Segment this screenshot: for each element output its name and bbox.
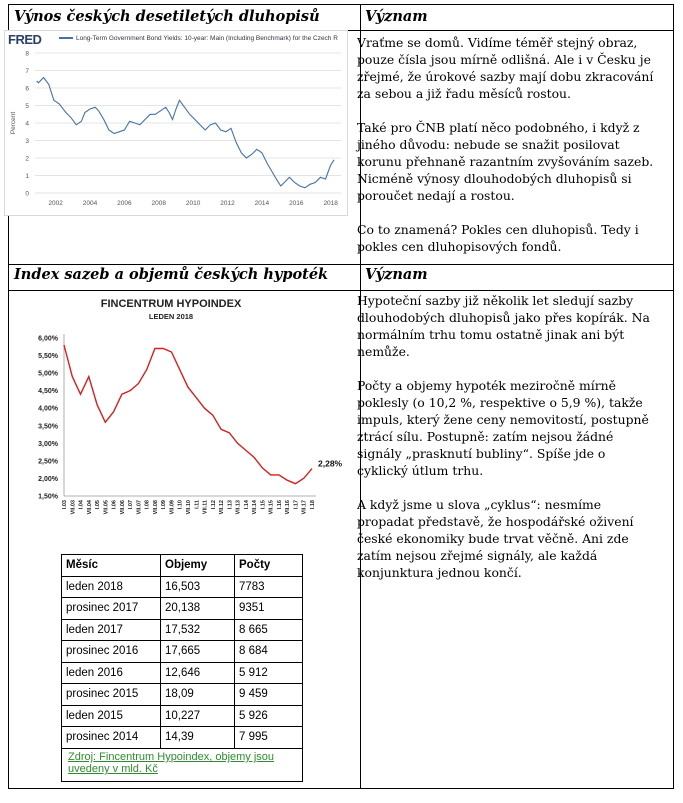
table-cell: 17,665 xyxy=(161,641,235,663)
table-row xyxy=(62,641,303,663)
table-cell: 17,532 xyxy=(161,619,235,641)
y-tick-label: 5,00% xyxy=(38,370,58,378)
x-tick-label: 2018 xyxy=(323,200,338,207)
paragraph: Také pro ČNB platí něco podobného, i když z jiného důvodu: nebude se snažit posilovat korunu přehnaně razantním zvyšováním sazeb. Nicméně výnosy dlouhodobých dluhopisů si poroučet nedají a rostou. xyxy=(357,120,654,203)
last-value-label: 2,28% xyxy=(318,458,343,469)
column-header: Počty xyxy=(235,555,303,577)
fred-legend-label: Long-Term Government Bond Yields: 10-year: Main (Including Benchmark) for the Czech R xyxy=(76,35,338,42)
table-cell: 8 684 xyxy=(235,641,303,663)
y-tick-label: 4 xyxy=(25,120,29,128)
x-tick-label: I.14 xyxy=(243,500,250,510)
y-tick-label: 6 xyxy=(25,85,29,93)
y-tick-label: 6,00% xyxy=(38,335,58,343)
x-tick-label: 2012 xyxy=(220,200,235,207)
fred-header xyxy=(5,31,347,47)
table-row xyxy=(62,684,303,706)
x-tick-label: I.18 xyxy=(310,500,316,510)
table-header-row xyxy=(62,555,303,577)
x-tick-label: I.15 xyxy=(260,500,267,510)
table-cell: prosinec 2017 xyxy=(62,598,161,620)
x-tick-label: VII.06 xyxy=(119,500,126,515)
hypoindex-subtitle: LEDEN 2018 xyxy=(148,312,194,321)
table-cell: 9 459 xyxy=(235,684,303,706)
x-tick-label: VII.08 xyxy=(152,500,159,515)
x-tick-label: 2014 xyxy=(254,200,270,207)
x-tick-label: VII.12 xyxy=(219,500,226,515)
x-tick-label: I.08 xyxy=(144,500,151,510)
mortgage-heading: Index sazeb a objemů českých hypoték xyxy=(14,266,329,283)
x-tick-label: 2010 xyxy=(185,200,201,207)
x-tick-label: I.10 xyxy=(177,500,184,510)
x-tick-label: VII.05 xyxy=(103,500,110,515)
table-cell: 5 912 xyxy=(235,662,303,684)
x-tick-label: VII.15 xyxy=(268,500,275,515)
table-cell: 7 995 xyxy=(235,727,303,749)
x-tick-label: I.07 xyxy=(128,500,135,510)
table-cell: 16,503 xyxy=(161,576,235,598)
y-tick-label: 1 xyxy=(25,173,29,180)
column-header: Objemy xyxy=(161,555,235,577)
table-cell: 10,227 xyxy=(161,705,235,727)
table-cell: 8 665 xyxy=(235,619,303,641)
x-tick-label: 2008 xyxy=(151,200,167,207)
table-cell: 12,646 xyxy=(161,662,235,684)
fred-plot xyxy=(5,47,347,215)
x-tick-label: VII.09 xyxy=(169,500,176,515)
hypoindex-plot xyxy=(12,324,343,529)
series-line xyxy=(64,345,312,484)
table-cell: leden 2017 xyxy=(62,619,161,641)
y-tick-label: 3 xyxy=(25,138,29,145)
bond-yield-heading: Výnos českých desetiletých dluhopisů xyxy=(14,8,320,25)
table-cell: prosinec 2015 xyxy=(62,684,161,706)
row-divider xyxy=(9,290,673,291)
table-cell: 7783 xyxy=(235,576,303,598)
paragraph: Vraťme se domů. Vidíme téměř stejný obraz, pouze čísla jsou mírně odlišná. Ale i v Česku je zřejmé, že úrokové sazby mají dobu zkracování za sebou a již řadu měsíců rostou. xyxy=(357,35,654,101)
x-tick-label: 2004 xyxy=(82,200,98,207)
table-row xyxy=(62,662,303,684)
x-tick-label: VII.10 xyxy=(186,500,192,515)
table-row xyxy=(62,598,303,620)
x-tick-label: I.06 xyxy=(111,500,118,510)
y-axis-label: Percent xyxy=(10,111,17,135)
source-link[interactable]: Zdroj: Fincentrum Hypoindex, objemy jsou uvedeny v mld. Kč xyxy=(68,751,275,775)
x-tick-label: I.03 xyxy=(62,500,68,510)
x-tick-label: VII.03 xyxy=(70,500,77,515)
x-tick-label: VII.04 xyxy=(86,500,93,515)
x-tick-label: VII.07 xyxy=(136,500,143,515)
table-cell: 14,39 xyxy=(161,727,235,749)
hypoindex-chart xyxy=(12,298,343,528)
table-cell: leden 2015 xyxy=(62,705,161,727)
y-tick-label: 5,50% xyxy=(38,353,58,361)
x-tick-label: VII.13 xyxy=(235,500,242,515)
y-tick-label: 1,50% xyxy=(38,493,58,501)
y-tick-label: 5 xyxy=(25,103,29,110)
section-1-text xyxy=(357,34,660,272)
y-tick-label: 2 xyxy=(25,155,29,163)
y-tick-label: 7 xyxy=(25,68,29,75)
x-tick-label: I.17 xyxy=(293,500,300,510)
x-tick-label: I.16 xyxy=(276,500,283,510)
y-tick-label: 0 xyxy=(25,190,29,198)
x-tick-label: VII.11 xyxy=(202,500,209,515)
table-cell: leden 2018 xyxy=(62,576,161,598)
column-header: Měsíc xyxy=(62,555,161,577)
x-tick-label: I.13 xyxy=(227,500,234,510)
table-cell: 18,09 xyxy=(161,684,235,706)
hypoindex-title: FINCENTRUM HYPOINDEX xyxy=(100,298,242,310)
table-row xyxy=(62,576,303,598)
x-tick-label: I.12 xyxy=(210,500,217,510)
x-tick-label: I.04 xyxy=(78,500,85,510)
table-cell: 5 926 xyxy=(235,705,303,727)
table-cell: 20,138 xyxy=(161,598,235,620)
x-tick-label: I.05 xyxy=(95,500,102,510)
y-tick-label: 2,50% xyxy=(38,458,58,466)
series-line xyxy=(37,78,334,188)
fred-legend xyxy=(59,35,347,42)
fred-chart xyxy=(4,30,348,216)
table-row xyxy=(62,705,303,727)
table-cell: 9351 xyxy=(235,598,303,620)
x-tick-label: VII.17 xyxy=(301,500,308,515)
paragraph: Co to znamená? Pokles cen dluhopisů. Tedy i pokles cen dluhopisových fondů. xyxy=(357,222,639,254)
paragraph: Počty a objemy hypoték meziročně mírně poklesly (o 10,2 %, respektive o 5,9 %), takže impuls, který žene ceny nemovitostí, postupně ztrácí sílu. Postupně: zatím nejsou žádné signály „prasknutí bubliny“. Spíše jde o cyklický útlum trhu. xyxy=(357,378,649,478)
meaning-heading: Význam xyxy=(365,8,428,25)
fred-logo: FRED xyxy=(8,32,42,47)
y-tick-label: 8 xyxy=(25,50,29,58)
x-tick-label: VII.14 xyxy=(252,500,259,515)
y-tick-label: 3,00% xyxy=(38,440,58,448)
paragraph: Hypoteční sazby již několik let sledují sazby dlouhodobých dluhopisů jako přes kopírák. Na normálním trhu tomu ostatně jinak ani být nemůže. xyxy=(357,293,650,359)
y-tick-label: 2,00% xyxy=(38,475,58,483)
meaning-heading: Význam xyxy=(365,266,428,283)
x-tick-label: I.11 xyxy=(194,500,201,509)
table-cell: leden 2016 xyxy=(62,662,161,684)
y-tick-label: 4,50% xyxy=(38,388,58,396)
paragraph: A když jsme u slova „cyklus“: nesmíme propadat představě, že hospodářské oživení české ekonomiky bude trvat věčně. Ani zde zatím nejsou zřejmé signály, ale každá konjunktura jednou končí. xyxy=(357,497,634,580)
legend-swatch xyxy=(59,37,73,39)
table-cell: prosinec 2016 xyxy=(62,641,161,663)
x-tick-label: 2016 xyxy=(289,200,304,207)
table-cell: prosinec 2014 xyxy=(62,727,161,749)
section-2-text xyxy=(357,292,660,598)
table-row xyxy=(62,619,303,641)
x-tick-label: 2006 xyxy=(117,200,132,207)
mortgage-table xyxy=(61,554,303,749)
y-tick-label: 3,50% xyxy=(38,423,58,431)
x-tick-label: I.09 xyxy=(161,500,168,510)
x-tick-label: 2002 xyxy=(48,200,63,207)
y-tick-label: 4,00% xyxy=(38,405,58,413)
x-tick-label: VII.16 xyxy=(285,500,292,515)
